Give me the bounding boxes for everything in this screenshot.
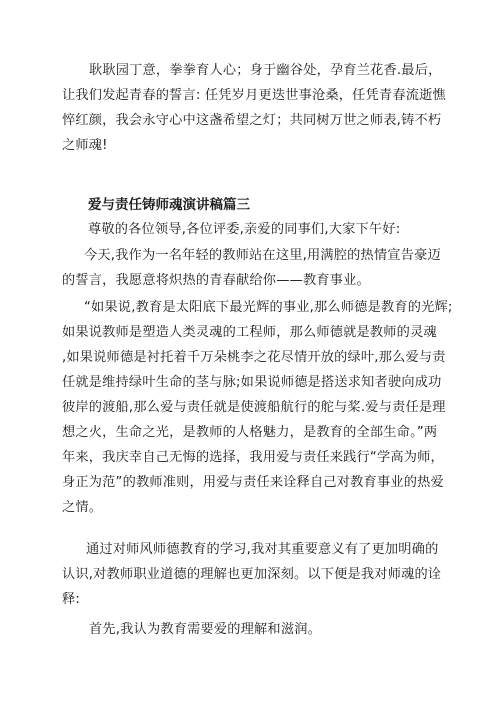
opening-paragraph — [62, 243, 462, 293]
section-heading: 爱与责任铸师魂演讲稿篇三 — [88, 197, 250, 213]
text-line: 耿耿园丁意，拳拳育人心；身于幽谷处，孕育兰花香.最后， — [89, 63, 442, 78]
text-line: 想之火，生命之光，是教师的人格魅力，是教育的全部生命。”两 — [62, 425, 438, 440]
text-line: 身正为范”的教师准则，用爱与责任来诠释自己对教育事业的热爱 — [62, 475, 444, 490]
text-line: 如果说教师是塑造人类灵魂的工程师，那么师德就是教师的灵魂 — [62, 325, 437, 340]
closing-paragraph — [62, 58, 462, 158]
text-line: 让我们发起青春的誓言: 任凭岁月更迭世事沧桑，任凭青春流逝憔 — [62, 88, 446, 103]
text-line: 认识,对教师职业道德的理解也更加深刻。以下便是我对师魂的诠 — [62, 567, 442, 582]
body-paragraph — [62, 295, 462, 520]
text-line: 之情。 — [62, 500, 103, 515]
text-line: 彼岸的渡船,那么爱与责任就是使渡船航行的舵与桨.爱与责任是理 — [62, 400, 446, 415]
text-line: “如果说,教育是太阳底下最光辉的事业,那么师德是教育的光辉; — [84, 300, 453, 315]
text-line: 之师魂! — [62, 138, 108, 153]
text-line: ,如果说师德是衬托着千万朵桃李之花尽情开放的绿叶,那么爱与责 — [62, 350, 446, 365]
text-line: 任就是维持绿叶生命的茎与脉;如果说师德是搭送求知者驶向成功 — [62, 375, 442, 390]
text-line: 今天,我作为一名年轻的教师站在这里,用满腔的热情宣告豪迈 — [84, 248, 441, 263]
text-line: 尊敬的各位领导,各位评委,亲爱的同事们,大家下午好: — [88, 222, 401, 237]
text-line: 悴红颜，我会永守心中这盏希望之灯；共同树万世之师表,铸不朽 — [62, 113, 442, 128]
text-line: 年来，我庆幸自己无悔的选择，我用爱与责任来践行“学高为师， — [62, 450, 444, 465]
first-point-paragraph — [62, 617, 462, 642]
text-line: 通过对师风师德教育的学习,我对其重要意义有了更加明确的 — [86, 542, 439, 557]
greeting-line — [88, 217, 488, 242]
text-line: 首先,我认为教育需要爱的理解和滋润。 — [89, 622, 321, 637]
text-line: 释: — [62, 592, 81, 607]
text-line: 的誓言，我愿意将炽热的青春献给你——教育事业。 — [62, 273, 370, 288]
study-paragraph — [62, 537, 462, 612]
